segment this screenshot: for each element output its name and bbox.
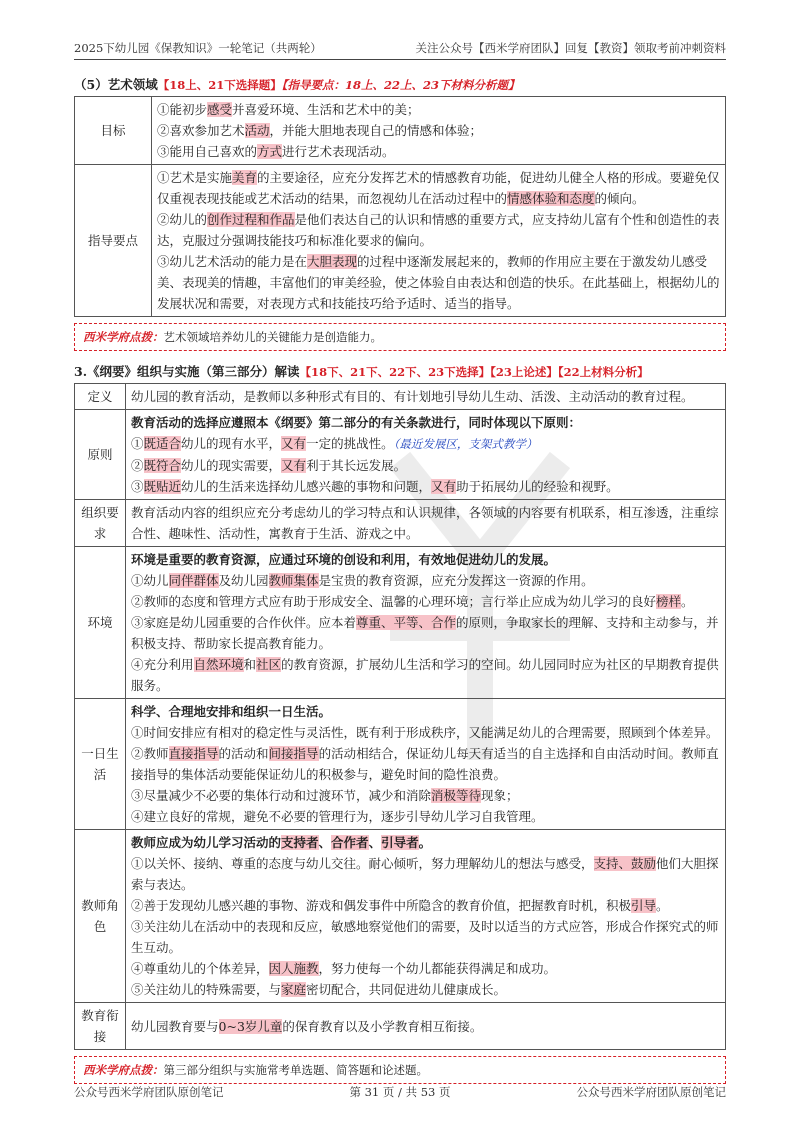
list-item: ③既贴近幼儿的生活来选择幼儿感兴趣的事物和问题，又有助于拓展幼儿的经验和视野。 <box>131 479 619 494</box>
page-footer <box>74 1084 726 1100</box>
list-item: ①幼儿同伴群体及幼儿园教师集体是宝贵的教育资源，应充分发挥这一资源的作用。 <box>131 573 594 588</box>
teacher-label: 教师角色 <box>75 830 126 1003</box>
list-item: ①能初步感受并喜爱环境、生活和艺术中的美； <box>157 102 420 117</box>
table-row <box>75 500 726 547</box>
def-label: 定义 <box>75 384 126 410</box>
day-head: 科学、合理地安排和组织一日生活。 <box>131 704 332 719</box>
day-label: 一日生活 <box>75 699 126 830</box>
tip-label: 西米学府点拨： <box>83 330 164 344</box>
org-cell: 教育活动内容的组织应充分考虑幼儿的学习特点和认识规律，各领域的内容要有机联系，相互渗透，注重综合性、趣味性、活动性，寓教育于生活、游戏之中。 <box>126 500 726 547</box>
list-item: ②喜欢参加艺术活动，并能大胆地表现自己的情感和体验； <box>157 123 483 138</box>
list-item: ④建立良好的常规，避免不必要的管理行为，逐步引导幼儿学习自我管理。 <box>131 809 544 824</box>
list-item: ①时间安排应有相对的稳定性与灵活性，既有利于形成秩序，又能满足幼儿的合理需要，照顾到个体差异。 <box>131 725 719 740</box>
goal-cell <box>152 97 726 165</box>
list-item: ②既符合幼儿的现实需要，又有利于其长远发展。 <box>131 458 407 473</box>
impl-table <box>74 383 726 1050</box>
art-guide-tag: 【指导要点：18上、22上、23下材料分析题】 <box>281 78 520 92</box>
list-item: ③关注幼儿在活动中的表现和反应，敏感地察觉他们的需要，及时以适当的方式应答，形成合作探究式的师生互动。 <box>131 919 719 955</box>
table-row <box>75 830 726 1003</box>
art-table <box>74 96 726 317</box>
header-left: 2025下幼儿园《保教知识》一轮笔记（共两轮） <box>74 41 322 55</box>
impl-exam-tag: 【18下、21下、22下、23下选择】 <box>299 365 491 379</box>
env-label: 环境 <box>75 547 126 699</box>
impl-material-tag: 【22上材料分析】 <box>557 365 649 379</box>
art-exam-tag: 【18上、21下选择题】 <box>157 78 282 92</box>
impl-section-title: 3.《纲要》组织与实施（第三部分）解读【18下、21下、22下、23下选择】【23上论述】【22上材料分析】 <box>74 364 649 379</box>
principle-cell <box>126 410 726 500</box>
guide-cell <box>152 165 726 317</box>
tip-text: 艺术领域培养幼儿的关键能力是创造能力。 <box>163 330 382 344</box>
list-item: ③家庭是幼儿园重要的合作伙伴。应本着尊重、平等、合作的原则，争取家长的理解、支持和主动参与，并积极支持、帮助家长提高教育能力。 <box>131 615 719 651</box>
day-cell <box>126 699 726 830</box>
table-row <box>75 165 726 317</box>
guide-label: 指导要点 <box>75 165 152 317</box>
principle-label: 原则 <box>75 410 126 500</box>
list-item: ②善于发现幼儿感兴趣的事物、游戏和偶发事件中所隐含的教育价值，把握教育时机，积极引导。 <box>131 898 669 913</box>
teacher-cell <box>126 830 726 1003</box>
list-item: ①既适合幼儿的现有水平，又有一定的挑战性。（最近发展区，支架式教学） <box>131 436 538 451</box>
footer-left: 公众号西米学府团队原创笔记 <box>74 1085 224 1099</box>
goal-label: 目标 <box>75 97 152 165</box>
principle-head: 教育活动的选择应遵照本《纲要》第二部分的有关条款进行，同时体现以下原则： <box>131 415 582 430</box>
table-row <box>75 410 726 500</box>
footer-right: 公众号西米学府团队原创笔记 <box>576 1085 726 1099</box>
header-right: 关注公众号【西米学府团队】回复【教资】领取考前冲刺资料 <box>415 41 726 55</box>
def-cell: 幼儿园的教育活动，是教师以多种形式有目的、有计划地引导幼儿生动、活泼、主动活动的教育过程。 <box>126 384 726 410</box>
main-content <box>74 74 726 1094</box>
art-section-title: （5）艺术领域【18上、21下选择题】【指导要点：18上、22上、23下材料分析题】 <box>74 77 520 92</box>
list-item: ②教师直接指导的活动和间接指导的活动相结合，保证幼儿每天有适当的自主选择和自由活动时间。教师直接指导的集体活动要能保证幼儿的积极参与，避免时间的隐性浪费。 <box>131 746 719 782</box>
page-header <box>74 34 726 60</box>
list-item: ③能用自己喜欢的方式进行艺术表现活动。 <box>157 144 395 159</box>
list-item: ⑤关注幼儿的特殊需要，与家庭密切配合，共同促进幼儿健康成长。 <box>131 982 507 997</box>
table-row <box>75 384 726 410</box>
link-label: 教育衔接 <box>75 1003 126 1050</box>
list-item: ②教师的态度和管理方式应有助于形成安全、温馨的心理环境；言行举止应成为幼儿学习的良好榜样。 <box>131 594 694 609</box>
page-number: 第 31 页 / 共 53 页 <box>349 1085 451 1099</box>
table-row <box>75 97 726 165</box>
table-row <box>75 547 726 699</box>
list-item: ①以关怀、接纳、尊重的态度与幼儿交往。耐心倾听，努力理解幼儿的想法与感受，支持、鼓励他们大胆探索与表达。 <box>131 856 719 892</box>
list-item: ④尊重幼儿的个体差异，因人施教，努力使每一个幼儿都能获得满足和成功。 <box>131 961 557 976</box>
impl-tip-box <box>74 1056 726 1084</box>
list-item: ④充分利用自然环境和社区的教育资源，扩展幼儿生活和学习的空间。幼儿园同时应为社区的早期教育提供服务。 <box>131 657 719 693</box>
tip-text: 第三部分组织与实施常考单选题、简答题和论述题。 <box>163 1063 428 1077</box>
env-head: 环境是重要的教育资源，应通过环境的创设和利用，有效地促进幼儿的发展。 <box>131 552 557 567</box>
art-tip-box <box>74 323 726 351</box>
list-item: ②幼儿的创作过程和作品是他们表达自己的认识和情感的重要方式，应支持幼儿富有个性和创造性的表达，克服过分强调技能技巧和标准化要求的偏向。 <box>157 212 720 248</box>
link-cell: 幼儿园教育要与0~3岁儿童的保育教育以及小学教育相互衔接。 <box>126 1003 726 1050</box>
list-item: ①艺术是实施美育的主要途径，应充分发挥艺术的情感教育功能，促进幼儿健全人格的形成。要避免仅仅重视表现技能或艺术活动的结果，而忽视幼儿在活动过程中的情感体验和态度的倾向。 <box>157 170 720 206</box>
principle-note: （最近发展区，支架式教学） <box>393 437 538 451</box>
table-row <box>75 1003 726 1050</box>
list-item: ③幼儿艺术活动的能力是在大胆表现的过程中逐渐发展起来的，教师的作用应主要在于激发幼儿感受美、表现美的情趣，丰富他们的审美经验，使之体验自由表达和创造的快乐。在此基础上，根据幼儿的发展状况和需要，对表现方式和技能技巧给予适时、适当的指导。 <box>157 254 720 311</box>
teacher-head: 教师应成为幼儿学习活动的支持者、合作者、引导者。 <box>131 835 432 850</box>
table-row <box>75 699 726 830</box>
list-item: ③尽量减少不必要的集体行动和过渡环节，减少和消除消极等待现象； <box>131 788 519 803</box>
tip-label: 西米学府点拨： <box>83 1063 164 1077</box>
org-label: 组织要求 <box>75 500 126 547</box>
impl-essay-tag: 【23上论述】 <box>490 365 558 379</box>
env-cell <box>126 547 726 699</box>
